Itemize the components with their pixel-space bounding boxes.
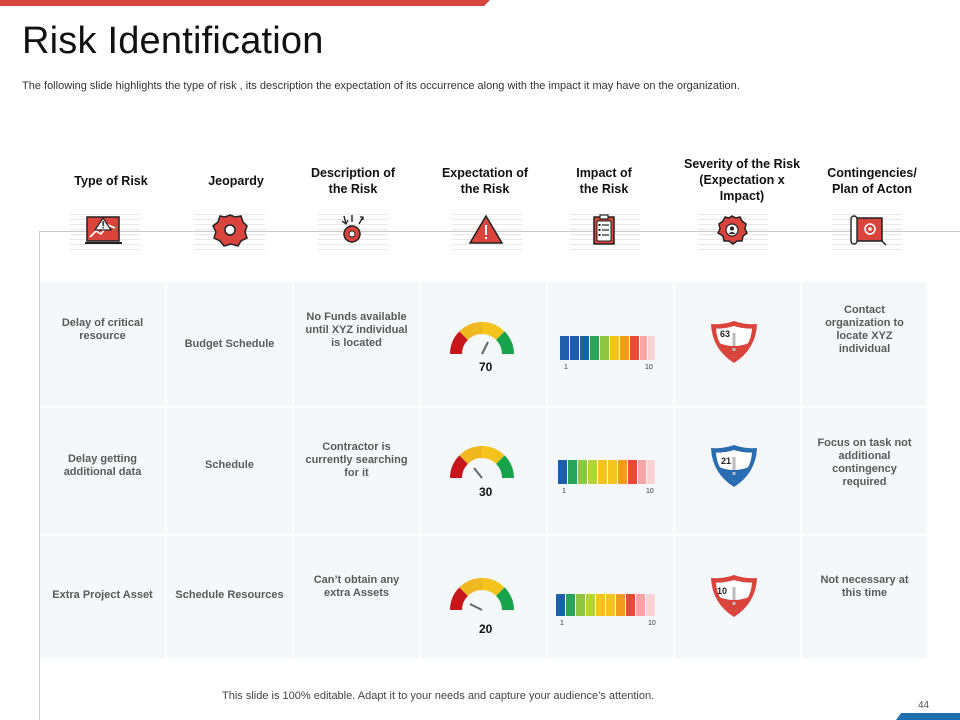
- table-cell-type: Delay of critical resource: [40, 282, 165, 406]
- table-cell-description: Can’t obtain any extra Assets: [294, 536, 419, 658]
- table-cell-description: No Funds available until XYZ individual is located: [294, 282, 419, 406]
- table-cell-jeopardy: Schedule: [167, 408, 292, 534]
- impact-scale-bar: [560, 336, 656, 360]
- header-type-of-risk: Type of Risk: [74, 174, 148, 188]
- plan-scroll-icon: [848, 212, 888, 248]
- clipboard-checklist-icon: [584, 212, 624, 248]
- impact-scale-max: 10: [646, 488, 654, 495]
- impact-scale-min: 1: [564, 364, 568, 371]
- header-description: Description of the Risk: [310, 166, 396, 196]
- severity-shield-icon: [709, 443, 759, 489]
- table-cell-jeopardy: Budget Schedule: [167, 282, 292, 406]
- page-subtitle: The following slide highlights the type of risk , its description the expectation of its occurrence along with the impact it may have on the organization.: [22, 80, 740, 92]
- impact-scale-bar: [556, 594, 656, 616]
- table-cell-plan: Not necessary at this time: [802, 536, 927, 658]
- table-cell-type: Extra Project Asset: [40, 536, 165, 658]
- header-severity: Severity of the Risk (Expectation x Impact): [684, 157, 801, 203]
- page-number: 44: [918, 700, 930, 711]
- impact-scale-max: 10: [645, 364, 653, 371]
- header-contingencies: Contingencies/ Plan of Acton: [827, 166, 917, 196]
- description-gear-icon: [332, 212, 372, 248]
- severity-shield-icon: [709, 573, 759, 619]
- expectation-gauge: [446, 574, 518, 614]
- page-title: Risk Identification: [22, 20, 324, 62]
- expectation-value: 30: [479, 485, 493, 499]
- table-cell-type: Delay getting additional data: [40, 408, 165, 534]
- severity-value: 21: [721, 456, 732, 466]
- top-accent-bar: [0, 0, 490, 6]
- header-impact: Impact of the Risk: [576, 166, 632, 196]
- expectation-gauge: [446, 442, 518, 482]
- warning-triangle-icon: [466, 212, 506, 248]
- impact-scale-max: 10: [648, 620, 656, 627]
- corner-accent-bar: [896, 713, 960, 720]
- impact-scale-min: 1: [560, 620, 564, 627]
- table-cell-jeopardy: Schedule Resources: [167, 536, 292, 658]
- severity-shield-icon: [709, 319, 759, 365]
- table-cell-description: Contractor is currently searching for it: [294, 408, 419, 534]
- footer-note: This slide is 100% editable. Adapt it to your needs and capture your audience’s attention.: [222, 690, 655, 702]
- impact-scale-bar: [558, 460, 656, 484]
- expectation-value: 70: [479, 360, 493, 374]
- expectation-gauge: [446, 318, 518, 358]
- expectation-value: 20: [479, 622, 493, 636]
- severity-value: 63: [720, 329, 731, 339]
- table-cell-plan: Contact organization to locate XYZ individual: [802, 282, 927, 406]
- header-expectation: Expectation of the Risk: [441, 166, 529, 196]
- risk-chart-icon: [84, 212, 124, 248]
- header-jeopardy: Jeopardy: [208, 174, 264, 188]
- severity-value: 10: [717, 586, 728, 596]
- severity-gear-icon: [712, 212, 752, 248]
- jeopardy-gear-icon: [210, 212, 250, 248]
- table-cell-plan: Focus on task not additional contingency required: [802, 408, 927, 534]
- impact-scale-min: 1: [562, 488, 566, 495]
